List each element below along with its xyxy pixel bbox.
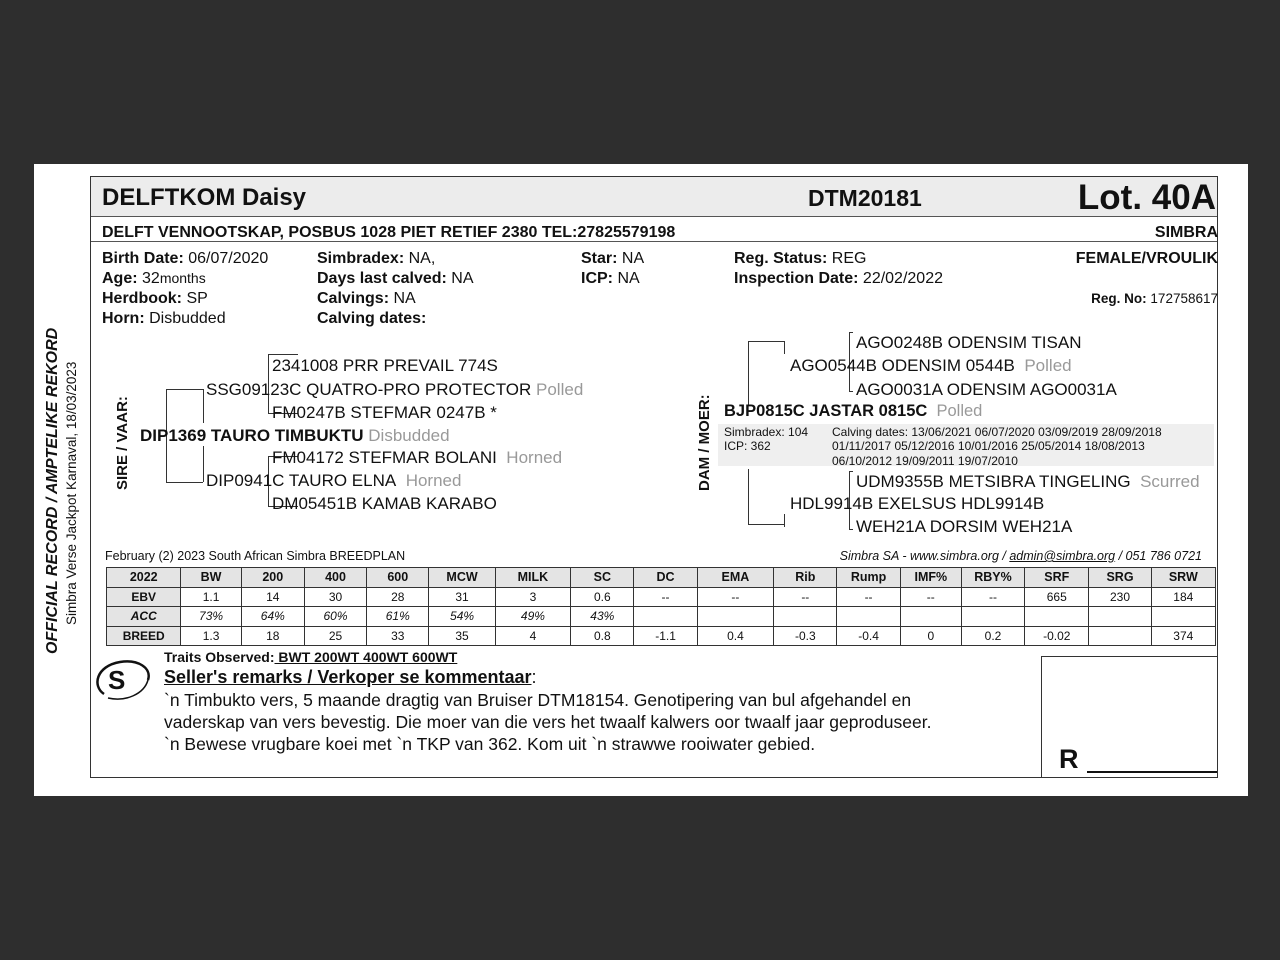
ebv-header-cell: DC xyxy=(634,568,697,588)
ebv-cell xyxy=(697,607,774,627)
sire-branch-line xyxy=(203,446,204,482)
traits-observed: Traits Observed: BWT 200WT 400WT 600WT xyxy=(164,649,458,665)
ebv-header-cell: SRG xyxy=(1089,568,1151,588)
ebv-cell: 61% xyxy=(367,607,429,627)
ebv-row-label: BREED xyxy=(107,626,181,646)
sex-label: FEMALE/VROULIK xyxy=(1075,250,1218,267)
animal-name: DELFTKOM Daisy xyxy=(102,184,307,211)
ebv-cell: 3 xyxy=(495,587,570,607)
ebv-cell: 28 xyxy=(367,587,429,607)
ebv-cell: 25 xyxy=(304,626,366,646)
dam-branch-line xyxy=(784,514,785,527)
seller-logo-letter: S xyxy=(108,665,126,695)
ebv-row-label: EBV xyxy=(107,587,181,607)
ebv-header-cell: BW xyxy=(181,568,241,588)
ebv-cell: -0.4 xyxy=(837,626,900,646)
ebv-cell: 49% xyxy=(495,607,570,627)
ebv-header-cell: SRW xyxy=(1151,568,1215,588)
birth-date: Birth Date: 06/07/2020 xyxy=(102,250,269,267)
ebv-cell: 33 xyxy=(367,626,429,646)
lot-number: Lot. 40A xyxy=(1077,178,1216,217)
ebv-header-cell: IMF% xyxy=(900,568,961,588)
dam-branch-line xyxy=(849,332,853,333)
ebv-table xyxy=(106,567,1216,646)
dam-name: BJP0815C JASTAR 0815C Polled xyxy=(724,402,983,420)
ebv-header-cell: SC xyxy=(571,568,634,588)
ebv-cell: 73% xyxy=(181,607,241,627)
dam-dam-dam: WEH21A DORSIM WEH21A xyxy=(856,517,1073,536)
remarks-line-1: `n Timbukto vers, 5 maande dragtig van Bruiser DTM18154. Genotipering van bul afgehandel en xyxy=(164,690,912,710)
breed-label: SIMBRA xyxy=(1154,224,1218,241)
sire-dam-sire: FM04172 STEFMAR BOLANI Horned xyxy=(272,448,563,467)
days-last-calved: Days last calved: NA xyxy=(317,270,474,287)
ebv-header-cell: 200 xyxy=(241,568,304,588)
event-label: Simbra Verse Jackpot Karnaval, 18/03/2023 xyxy=(64,361,79,625)
ebv-cell: 54% xyxy=(429,607,495,627)
dam-calving-dates-1: Calving dates: 13/06/2021 06/07/2020 03/09/2019 28/09/2018 xyxy=(832,425,1162,439)
dam-branch-line xyxy=(748,469,749,524)
ebv-cell: 31 xyxy=(429,587,495,607)
lot-card xyxy=(34,164,1248,796)
ebv-cell xyxy=(1151,607,1215,627)
contact-email-link[interactable]: admin@simbra.org xyxy=(1009,549,1116,563)
sire-sire-dam: FM0247B STEFMAR 0247B * xyxy=(272,403,497,422)
ebv-header-cell: SRF xyxy=(1025,568,1089,588)
ebv-cell: -- xyxy=(961,587,1024,607)
ebv-cell: 4 xyxy=(495,626,570,646)
herdbook: Herdbook: SP xyxy=(102,290,208,307)
price-input-line[interactable] xyxy=(1087,771,1217,773)
ebv-header-cell: 2022 xyxy=(107,568,181,588)
sire-label: SIRE / VAAR: xyxy=(114,396,131,490)
ebv-cell xyxy=(961,607,1024,627)
dam-dam: HDL9914B EXELSUS HDL9914B xyxy=(790,494,1045,513)
ebv-cell: -- xyxy=(837,587,900,607)
ebv-cell xyxy=(634,607,697,627)
ebv-cell: 0.6 xyxy=(571,587,634,607)
sire-name: DIP1369 TAURO TIMBUKTU Disbudded xyxy=(140,426,450,445)
dam-sire: AGO0544B ODENSIM 0544B Polled xyxy=(790,356,1072,375)
ebv-cell: -0.02 xyxy=(1025,626,1089,646)
sire-branch-line xyxy=(203,389,204,423)
ebv-cell: -0.3 xyxy=(774,626,837,646)
breedplan-contact: Simbra SA - www.simbra.org / admin@simbra.org / 051 786 0721 xyxy=(839,549,1202,563)
calving-dates-label: Calving dates: xyxy=(317,310,427,327)
ebv-cell: 1.1 xyxy=(181,587,241,607)
ebv-cell: 0.4 xyxy=(697,626,774,646)
ebv-cell: 30 xyxy=(304,587,366,607)
simbradex: Simbradex: NA, xyxy=(317,250,436,267)
reg-status: Reg. Status: REG xyxy=(734,250,867,267)
ebv-cell: 184 xyxy=(1151,587,1215,607)
animal-code: DTM20181 xyxy=(808,185,922,211)
ebv-header-cell: Rump xyxy=(837,568,900,588)
dam-sire-dam: AGO0031A ODENSIM AGO0031A xyxy=(856,380,1117,399)
ebv-cell: 1.3 xyxy=(181,626,241,646)
ebv-cell: -- xyxy=(774,587,837,607)
dam-sire-sire: AGO0248B ODENSIM TISAN xyxy=(856,333,1082,352)
dam-dam-sire: UDM9355B METSIBRA TINGELING Scurred xyxy=(856,472,1200,491)
ebv-header-cell: Rib xyxy=(774,568,837,588)
ebv-cell: 60% xyxy=(304,607,366,627)
ebv-header-cell: EMA xyxy=(697,568,774,588)
dam-label: DAM / MOER: xyxy=(696,394,713,491)
dam-branch-line xyxy=(849,529,853,530)
ebv-cell: -- xyxy=(634,587,697,607)
sire-dam-dam: DM05451B KAMAB KARABO xyxy=(272,494,497,513)
ebv-cell: 43% xyxy=(571,607,634,627)
ebv-header-row xyxy=(107,568,1216,588)
ebv-cell: -- xyxy=(697,587,774,607)
ebv-cell: 0 xyxy=(900,626,961,646)
dam-branch-line xyxy=(784,341,785,354)
remarks-title: Seller's remarks / Verkoper se kommentaar: xyxy=(164,667,537,687)
ebv-cell: 18 xyxy=(241,626,304,646)
dam-branch-line xyxy=(849,471,853,472)
sire-branch-line xyxy=(166,482,203,483)
dam-branch-line xyxy=(849,391,853,392)
ebv-cell: 64% xyxy=(241,607,304,627)
ebv-cell: 665 xyxy=(1025,587,1089,607)
dam-calving-dates-3: 06/10/2012 19/09/2011 19/07/2010 xyxy=(832,454,1018,468)
ebv-cell xyxy=(900,607,961,627)
ebv-row xyxy=(107,587,1216,607)
ebv-cell xyxy=(837,607,900,627)
ebv-row-label: ACC xyxy=(107,607,181,627)
sire-branch-line xyxy=(268,354,298,355)
ebv-header-cell: 600 xyxy=(367,568,429,588)
dam-simbradex: Simbradex: 104 xyxy=(724,425,809,439)
ebv-header-cell: MILK xyxy=(495,568,570,588)
age: Age: 32months xyxy=(102,270,206,287)
ebv-cell xyxy=(1025,607,1089,627)
remarks-line-2: vaderskap van vers bevestig. Die moer van die vers het twaalf kalwers oor twaalf jaar geproduseer. xyxy=(164,712,932,732)
ebv-cell: -- xyxy=(900,587,961,607)
ebv-cell xyxy=(1089,607,1151,627)
ebv-cell: 14 xyxy=(241,587,304,607)
ebv-row xyxy=(107,626,1216,646)
ebv-row xyxy=(107,607,1216,627)
ebv-cell: 0.8 xyxy=(571,626,634,646)
official-record-label: OFFICIAL RECORD / AMPTELIKE REKORD xyxy=(44,327,61,654)
star: Star: NA xyxy=(581,250,645,267)
reg-number: Reg. No: 172758617 xyxy=(1091,291,1218,306)
dam-branch-line xyxy=(748,341,784,342)
dam-branch-line xyxy=(748,341,749,406)
horn-status: Horn: Disbudded xyxy=(102,310,226,327)
ebv-header-cell: MCW xyxy=(429,568,495,588)
ebv-header-cell: RBY% xyxy=(961,568,1024,588)
sire-sire-sire: 2341008 PRR PREVAIL 774S xyxy=(272,356,498,375)
breedplan-source: February (2) 2023 South African Simbra BREEDPLAN xyxy=(105,549,406,563)
sire-branch-line xyxy=(166,389,203,390)
price-label: R xyxy=(1059,744,1079,774)
seller-logo-icon xyxy=(90,654,156,708)
ebv-cell xyxy=(774,607,837,627)
dam-calving-dates-2: 01/11/2017 05/12/2016 10/01/2016 25/05/2014 18/08/2013 xyxy=(832,439,1145,453)
owner-details: DELFT VENNOOTSKAP, POSBUS 1028 PIET RETIEF 2380 TEL:27825579198 xyxy=(102,224,676,241)
sire-sire: SSG09123C QUATRO-PRO PROTECTOR Polled xyxy=(206,380,584,399)
sire-dam: DIP0941C TAURO ELNA Horned xyxy=(206,471,462,490)
remarks-line-3: `n Bewese vrugbare koei met `n TKP van 362. Kom uit `n strawwe rooiwater gebied. xyxy=(164,734,816,754)
icp: ICP: NA xyxy=(581,270,640,287)
ebv-cell: -1.1 xyxy=(634,626,697,646)
ebv-cell xyxy=(1089,626,1151,646)
ebv-cell: 35 xyxy=(429,626,495,646)
inspection-date: Inspection Date: 22/02/2022 xyxy=(734,270,943,287)
calvings: Calvings: NA xyxy=(317,290,416,307)
ebv-header-cell: 400 xyxy=(304,568,366,588)
dam-icp: ICP: 362 xyxy=(724,439,771,453)
dam-branch-line xyxy=(748,524,784,525)
ebv-cell: 230 xyxy=(1089,587,1151,607)
ebv-cell: 0.2 xyxy=(961,626,1024,646)
ebv-cell: 374 xyxy=(1151,626,1215,646)
